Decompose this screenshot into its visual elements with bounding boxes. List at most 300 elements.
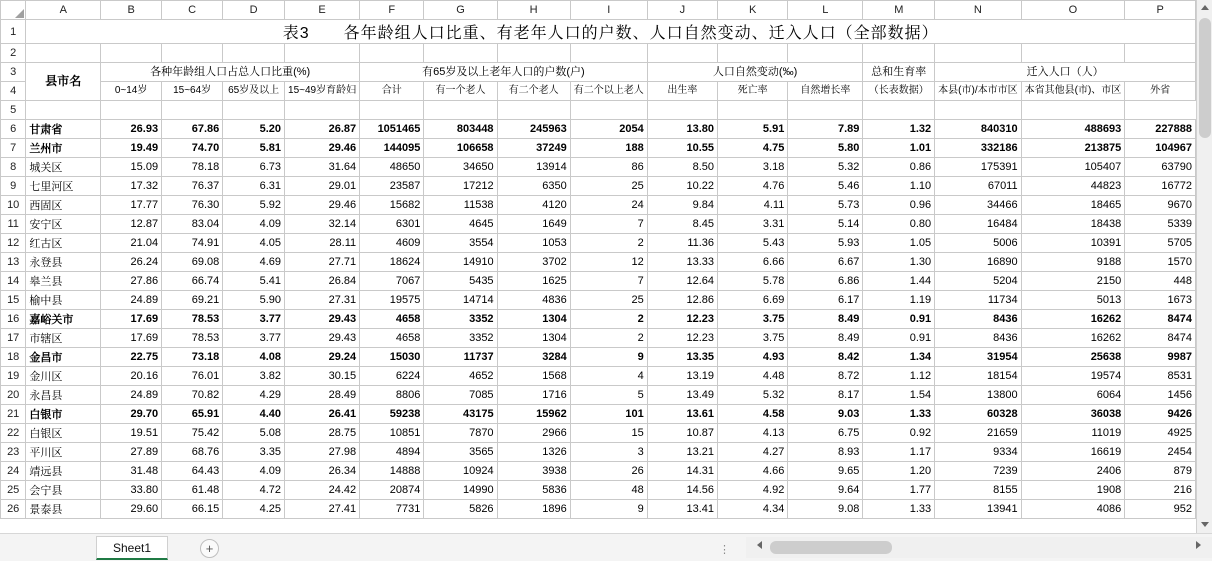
cell-region-name[interactable]: 平川区: [26, 443, 101, 462]
cell-value[interactable]: 3.35: [223, 443, 285, 462]
cell-value[interactable]: 73.18: [162, 348, 223, 367]
row-header-15[interactable]: 15: [1, 291, 26, 310]
cell-region-name[interactable]: 金昌市: [26, 348, 101, 367]
cell-region-name[interactable]: 榆中县: [26, 291, 101, 310]
cell-value[interactable]: 4836: [497, 291, 570, 310]
cell-value[interactable]: 227888: [1125, 120, 1196, 139]
row-header-10[interactable]: 10: [1, 196, 26, 215]
cell-value[interactable]: 6224: [360, 367, 424, 386]
cell-value[interactable]: 4609: [360, 234, 424, 253]
cell-value[interactable]: 7731: [360, 500, 424, 519]
cell-value[interactable]: 9.03: [788, 405, 863, 424]
cell-value[interactable]: 7870: [424, 424, 497, 443]
cell-value[interactable]: 2: [570, 234, 647, 253]
cell-value[interactable]: 803448: [424, 120, 497, 139]
cell-value[interactable]: 1.44: [863, 272, 935, 291]
table-row[interactable]: [1, 367, 1196, 386]
cell-value[interactable]: 5204: [935, 272, 1021, 291]
cell[interactable]: [497, 44, 570, 63]
cell-value[interactable]: 12.23: [647, 329, 717, 348]
cell-value[interactable]: 13941: [935, 500, 1021, 519]
cell[interactable]: [570, 101, 647, 120]
cell-value[interactable]: 48650: [360, 158, 424, 177]
cell-value[interactable]: 0.91: [863, 329, 935, 348]
cell-value[interactable]: 28.11: [285, 234, 360, 253]
cell-value[interactable]: 74.70: [162, 139, 223, 158]
cell-region-name[interactable]: 白银市: [26, 405, 101, 424]
cell-value[interactable]: 37249: [497, 139, 570, 158]
cell-value[interactable]: 36038: [1021, 405, 1125, 424]
cell-value[interactable]: 19575: [360, 291, 424, 310]
cell-value[interactable]: 59238: [360, 405, 424, 424]
cell-value[interactable]: 6350: [497, 177, 570, 196]
cell-value[interactable]: 7067: [360, 272, 424, 291]
cell-value[interactable]: 1.20: [863, 462, 935, 481]
vertical-scroll-thumb[interactable]: [1199, 18, 1211, 138]
cell-value[interactable]: 1.17: [863, 443, 935, 462]
cell-value[interactable]: 69.21: [162, 291, 223, 310]
cell-value[interactable]: 11019: [1021, 424, 1125, 443]
cell-value[interactable]: 16484: [935, 215, 1021, 234]
cell-value[interactable]: 9.08: [788, 500, 863, 519]
cell-value[interactable]: 3352: [424, 329, 497, 348]
cell-value[interactable]: 29.01: [285, 177, 360, 196]
cell-region-name[interactable]: 永昌县: [26, 386, 101, 405]
row-header-22[interactable]: 22: [1, 424, 26, 443]
cell-value[interactable]: 6.69: [718, 291, 788, 310]
cell-value[interactable]: 4.40: [223, 405, 285, 424]
cell-value[interactable]: 175391: [935, 158, 1021, 177]
cell-value[interactable]: 26.93: [101, 120, 162, 139]
cell-value[interactable]: 8474: [1125, 310, 1196, 329]
cell-value[interactable]: 33.80: [101, 481, 162, 500]
cell-value[interactable]: 144095: [360, 139, 424, 158]
row-header-7[interactable]: 7: [1, 139, 26, 158]
cell-value[interactable]: 4.75: [718, 139, 788, 158]
cell-value[interactable]: 3702: [497, 253, 570, 272]
table-row[interactable]: [1, 386, 1196, 405]
cell-value[interactable]: 21.04: [101, 234, 162, 253]
cell-value[interactable]: 10851: [360, 424, 424, 443]
cell-value[interactable]: 29.46: [285, 139, 360, 158]
cell-region-name[interactable]: 七里河区: [26, 177, 101, 196]
cell-value[interactable]: 5006: [935, 234, 1021, 253]
cell-value[interactable]: 16262: [1021, 310, 1125, 329]
cell-value[interactable]: 26.34: [285, 462, 360, 481]
cell-value[interactable]: 15682: [360, 196, 424, 215]
cell-value[interactable]: 8.50: [647, 158, 717, 177]
cell-value[interactable]: 86: [570, 158, 647, 177]
cell-value[interactable]: 4652: [424, 367, 497, 386]
cell-value[interactable]: 10.55: [647, 139, 717, 158]
row-header-23[interactable]: 23: [1, 443, 26, 462]
column-header-E[interactable]: E: [285, 1, 360, 20]
cell-value[interactable]: 2406: [1021, 462, 1125, 481]
cell-value[interactable]: 26.24: [101, 253, 162, 272]
cell-value[interactable]: 17.77: [101, 196, 162, 215]
cell-value[interactable]: 8.49: [788, 310, 863, 329]
cell-value[interactable]: 8.17: [788, 386, 863, 405]
cell-value[interactable]: 26.41: [285, 405, 360, 424]
cell-value[interactable]: 9334: [935, 443, 1021, 462]
table-row[interactable]: [1, 120, 1196, 139]
cell-region-name[interactable]: 金川区: [26, 367, 101, 386]
cell-value[interactable]: 4.13: [718, 424, 788, 443]
cell-value[interactable]: 5.43: [718, 234, 788, 253]
row-header-26[interactable]: 26: [1, 500, 26, 519]
cell-value[interactable]: 20874: [360, 481, 424, 500]
cell-value[interactable]: 11737: [424, 348, 497, 367]
cell-value[interactable]: 24.42: [285, 481, 360, 500]
cell-value[interactable]: 1304: [497, 310, 570, 329]
scroll-right-button[interactable]: [1190, 537, 1206, 556]
row-header-6[interactable]: 6: [1, 120, 26, 139]
cell-value[interactable]: 5.32: [788, 158, 863, 177]
cell-value[interactable]: 2: [570, 329, 647, 348]
cell-value[interactable]: 63790: [1125, 158, 1196, 177]
cell[interactable]: [863, 44, 935, 63]
column-header-O[interactable]: O: [1021, 1, 1125, 20]
cell-value[interactable]: 18154: [935, 367, 1021, 386]
cell-value[interactable]: 1716: [497, 386, 570, 405]
cell[interactable]: [863, 101, 935, 120]
cell-value[interactable]: 4120: [497, 196, 570, 215]
cell-value[interactable]: 3.77: [223, 310, 285, 329]
cell-value[interactable]: 14888: [360, 462, 424, 481]
scroll-down-button[interactable]: [1197, 517, 1212, 533]
cell-value[interactable]: 4.08: [223, 348, 285, 367]
cell-value[interactable]: 8.72: [788, 367, 863, 386]
table-row[interactable]: [1, 272, 1196, 291]
cell-value[interactable]: 2150: [1021, 272, 1125, 291]
cell-region-name[interactable]: 市辖区: [26, 329, 101, 348]
cell-value[interactable]: 5.20: [223, 120, 285, 139]
cell-value[interactable]: 10.22: [647, 177, 717, 196]
table-row[interactable]: [1, 101, 1196, 120]
cell-value[interactable]: 9: [570, 500, 647, 519]
cell-value[interactable]: 13.49: [647, 386, 717, 405]
cell[interactable]: [101, 101, 162, 120]
cell-value[interactable]: 1326: [497, 443, 570, 462]
cell-value[interactable]: 76.37: [162, 177, 223, 196]
cell-value[interactable]: 1896: [497, 500, 570, 519]
cell-value[interactable]: 0.92: [863, 424, 935, 443]
cell[interactable]: [223, 101, 285, 120]
cell[interactable]: [570, 44, 647, 63]
row-header-12[interactable]: 12: [1, 234, 26, 253]
cell-value[interactable]: 17.32: [101, 177, 162, 196]
cell-value[interactable]: 245963: [497, 120, 570, 139]
cell-value[interactable]: 1908: [1021, 481, 1125, 500]
cell-value[interactable]: 65.91: [162, 405, 223, 424]
cell-value[interactable]: 213875: [1021, 139, 1125, 158]
cell-value[interactable]: 1649: [497, 215, 570, 234]
table-row[interactable]: [1, 405, 1196, 424]
cell-value[interactable]: 83.04: [162, 215, 223, 234]
cell[interactable]: [497, 101, 570, 120]
cell-value[interactable]: 13.35: [647, 348, 717, 367]
cell-region-name[interactable]: 白银区: [26, 424, 101, 443]
cell-value[interactable]: 1304: [497, 329, 570, 348]
cell-region-name[interactable]: 永登县: [26, 253, 101, 272]
cell-value[interactable]: 32.14: [285, 215, 360, 234]
cell-value[interactable]: 1570: [1125, 253, 1196, 272]
table-row[interactable]: [1, 310, 1196, 329]
cell-value[interactable]: 1051465: [360, 120, 424, 139]
cell-value[interactable]: 1456: [1125, 386, 1196, 405]
cell-region-name[interactable]: 皋兰县: [26, 272, 101, 291]
cell-value[interactable]: 14.31: [647, 462, 717, 481]
row-header-1[interactable]: 1: [1, 20, 26, 44]
cell-value[interactable]: 19.51: [101, 424, 162, 443]
cell-value[interactable]: 5.73: [788, 196, 863, 215]
row-header-19[interactable]: 19: [1, 367, 26, 386]
row-header-17[interactable]: 17: [1, 329, 26, 348]
cell-value[interactable]: 1568: [497, 367, 570, 386]
cell-value[interactable]: 15030: [360, 348, 424, 367]
cell-value[interactable]: 4658: [360, 329, 424, 348]
cell-value[interactable]: 5.93: [788, 234, 863, 253]
cell-value[interactable]: 27.31: [285, 291, 360, 310]
table-row[interactable]: [1, 291, 1196, 310]
table-row[interactable]: [1, 215, 1196, 234]
cell-value[interactable]: 1.10: [863, 177, 935, 196]
cell-value[interactable]: 11538: [424, 196, 497, 215]
cell-value[interactable]: 4.93: [718, 348, 788, 367]
cell-value[interactable]: 25638: [1021, 348, 1125, 367]
cell-value[interactable]: 18624: [360, 253, 424, 272]
cell-value[interactable]: 10924: [424, 462, 497, 481]
cell-value[interactable]: 29.43: [285, 329, 360, 348]
cell-value[interactable]: 15962: [497, 405, 570, 424]
cell-value[interactable]: 2054: [570, 120, 647, 139]
cell-value[interactable]: 8531: [1125, 367, 1196, 386]
cell-value[interactable]: 27.71: [285, 253, 360, 272]
column-header-B[interactable]: B: [101, 1, 162, 20]
cell[interactable]: [162, 44, 223, 63]
table-row[interactable]: [1, 158, 1196, 177]
cell-region-name[interactable]: 兰州市: [26, 139, 101, 158]
cell-value[interactable]: 104967: [1125, 139, 1196, 158]
cell-value[interactable]: 26.84: [285, 272, 360, 291]
cell-value[interactable]: 1.12: [863, 367, 935, 386]
column-header-N[interactable]: N: [935, 1, 1021, 20]
cell-value[interactable]: 13.61: [647, 405, 717, 424]
cell-value[interactable]: 4.72: [223, 481, 285, 500]
table-row[interactable]: [1, 44, 1196, 63]
table-row[interactable]: [1, 329, 1196, 348]
table-row[interactable]: [1, 253, 1196, 272]
vertical-scrollbar[interactable]: [1196, 0, 1212, 533]
cell-value[interactable]: 67.86: [162, 120, 223, 139]
cell-value[interactable]: 31.64: [285, 158, 360, 177]
row-header-25[interactable]: 25: [1, 481, 26, 500]
cell-value[interactable]: 1053: [497, 234, 570, 253]
cell[interactable]: [647, 44, 717, 63]
cell-value[interactable]: 14714: [424, 291, 497, 310]
cell[interactable]: [1021, 101, 1125, 120]
cell[interactable]: [788, 44, 863, 63]
table-row[interactable]: [1, 424, 1196, 443]
cell-region-name[interactable]: 红古区: [26, 234, 101, 253]
cell-value[interactable]: 3.75: [718, 329, 788, 348]
cell[interactable]: [718, 101, 788, 120]
cell-value[interactable]: 24.89: [101, 291, 162, 310]
cell-value[interactable]: 5.41: [223, 272, 285, 291]
cell-value[interactable]: 29.70: [101, 405, 162, 424]
cell-value[interactable]: 26: [570, 462, 647, 481]
cell-value[interactable]: 28.75: [285, 424, 360, 443]
cell-value[interactable]: 5.08: [223, 424, 285, 443]
cell-value[interactable]: 28.49: [285, 386, 360, 405]
row-header-3[interactable]: 3: [1, 63, 26, 82]
cell-value[interactable]: 8474: [1125, 329, 1196, 348]
cell-value[interactable]: 29.46: [285, 196, 360, 215]
cell-value[interactable]: 69.08: [162, 253, 223, 272]
cell-value[interactable]: 1.33: [863, 405, 935, 424]
cell-value[interactable]: 8436: [935, 329, 1021, 348]
cell-value[interactable]: 5.46: [788, 177, 863, 196]
cell-value[interactable]: 9987: [1125, 348, 1196, 367]
cell-value[interactable]: 66.74: [162, 272, 223, 291]
cell-value[interactable]: 5.80: [788, 139, 863, 158]
cell-value[interactable]: 18438: [1021, 215, 1125, 234]
cell-value[interactable]: 5.92: [223, 196, 285, 215]
column-header-I[interactable]: I: [570, 1, 647, 20]
cell-value[interactable]: 25: [570, 291, 647, 310]
cell[interactable]: [223, 44, 285, 63]
row-header-9[interactable]: 9: [1, 177, 26, 196]
cell-value[interactable]: 31.48: [101, 462, 162, 481]
cell-value[interactable]: 12.87: [101, 215, 162, 234]
cell-value[interactable]: 14910: [424, 253, 497, 272]
cell-value[interactable]: 13.21: [647, 443, 717, 462]
scroll-left-button[interactable]: [752, 537, 768, 556]
select-all-corner[interactable]: [1, 1, 26, 20]
column-header-A[interactable]: A: [26, 1, 101, 20]
cell-value[interactable]: 12: [570, 253, 647, 272]
row-header-24[interactable]: 24: [1, 462, 26, 481]
cell-value[interactable]: 3: [570, 443, 647, 462]
cell-region-name[interactable]: 会宁县: [26, 481, 101, 500]
cell-value[interactable]: 17.69: [101, 310, 162, 329]
cell-region-name[interactable]: 甘肃省: [26, 120, 101, 139]
cell[interactable]: [1125, 44, 1196, 63]
cell[interactable]: [285, 44, 360, 63]
cell-value[interactable]: 19574: [1021, 367, 1125, 386]
cell-value[interactable]: 101: [570, 405, 647, 424]
column-header-D[interactable]: D: [223, 1, 285, 20]
cell-value[interactable]: 332186: [935, 139, 1021, 158]
cell[interactable]: [935, 101, 1021, 120]
cell-value[interactable]: 2966: [497, 424, 570, 443]
cell-value[interactable]: 3.77: [223, 329, 285, 348]
cell-value[interactable]: 4: [570, 367, 647, 386]
cell-value[interactable]: 4086: [1021, 500, 1125, 519]
row-header-21[interactable]: 21: [1, 405, 26, 424]
cell-value[interactable]: 1625: [497, 272, 570, 291]
cell-value[interactable]: 5826: [424, 500, 497, 519]
cell-value[interactable]: 5.90: [223, 291, 285, 310]
cell-value[interactable]: 26.87: [285, 120, 360, 139]
cell-value[interactable]: 8436: [935, 310, 1021, 329]
cell-value[interactable]: 12.64: [647, 272, 717, 291]
cell-value[interactable]: 4.58: [718, 405, 788, 424]
cell-value[interactable]: 4645: [424, 215, 497, 234]
column-header-J[interactable]: J: [647, 1, 717, 20]
cell-value[interactable]: 1.05: [863, 234, 935, 253]
cell-value[interactable]: 3.75: [718, 310, 788, 329]
cell-value[interactable]: 5: [570, 386, 647, 405]
cell-value[interactable]: 13.80: [647, 120, 717, 139]
cell-value[interactable]: 7: [570, 215, 647, 234]
cell-value[interactable]: 9426: [1125, 405, 1196, 424]
cell-value[interactable]: 5013: [1021, 291, 1125, 310]
cell-value[interactable]: 0.80: [863, 215, 935, 234]
cell-value[interactable]: 6.86: [788, 272, 863, 291]
cell-value[interactable]: 3938: [497, 462, 570, 481]
cell-value[interactable]: 105407: [1021, 158, 1125, 177]
cell-value[interactable]: 3.18: [718, 158, 788, 177]
cell-value[interactable]: 12.86: [647, 291, 717, 310]
cell-region-name[interactable]: 安宁区: [26, 215, 101, 234]
table-row[interactable]: [1, 500, 1196, 519]
cell-value[interactable]: 78.53: [162, 310, 223, 329]
row-header-11[interactable]: 11: [1, 215, 26, 234]
cell[interactable]: [360, 44, 424, 63]
cell-value[interactable]: 4.76: [718, 177, 788, 196]
cell-value[interactable]: 6.31: [223, 177, 285, 196]
row-header-14[interactable]: 14: [1, 272, 26, 291]
cell-region-name[interactable]: 城关区: [26, 158, 101, 177]
cell-value[interactable]: 2: [570, 310, 647, 329]
table-row[interactable]: [1, 82, 1196, 101]
cell-value[interactable]: 4894: [360, 443, 424, 462]
cell-value[interactable]: 7085: [424, 386, 497, 405]
table-row[interactable]: [1, 462, 1196, 481]
cell[interactable]: [935, 44, 1021, 63]
cell-value[interactable]: 3554: [424, 234, 497, 253]
cell-value[interactable]: 15.09: [101, 158, 162, 177]
cell-value[interactable]: 9670: [1125, 196, 1196, 215]
cell-value[interactable]: 23587: [360, 177, 424, 196]
cell-value[interactable]: 24: [570, 196, 647, 215]
column-header-C[interactable]: C: [162, 1, 223, 20]
row-header-13[interactable]: 13: [1, 253, 26, 272]
cell-value[interactable]: 3565: [424, 443, 497, 462]
cell[interactable]: [1021, 44, 1125, 63]
cell-value[interactable]: 25: [570, 177, 647, 196]
cell-value[interactable]: 44823: [1021, 177, 1125, 196]
column-header-H[interactable]: H: [497, 1, 570, 20]
column-header-F[interactable]: F: [360, 1, 424, 20]
cell[interactable]: [788, 101, 863, 120]
cell-value[interactable]: 13800: [935, 386, 1021, 405]
cell-value[interactable]: 9.65: [788, 462, 863, 481]
cell-region-name[interactable]: 西固区: [26, 196, 101, 215]
cell-value[interactable]: 9188: [1021, 253, 1125, 272]
cell-value[interactable]: 4.27: [718, 443, 788, 462]
column-header-L[interactable]: L: [788, 1, 863, 20]
cell-value[interactable]: 879: [1125, 462, 1196, 481]
cell-value[interactable]: 4.92: [718, 481, 788, 500]
cell-value[interactable]: 22.75: [101, 348, 162, 367]
cell-value[interactable]: 1.34: [863, 348, 935, 367]
table-row[interactable]: [1, 234, 1196, 253]
cell-value[interactable]: 6.75: [788, 424, 863, 443]
cell-value[interactable]: 4925: [1125, 424, 1196, 443]
cell-value[interactable]: 27.41: [285, 500, 360, 519]
